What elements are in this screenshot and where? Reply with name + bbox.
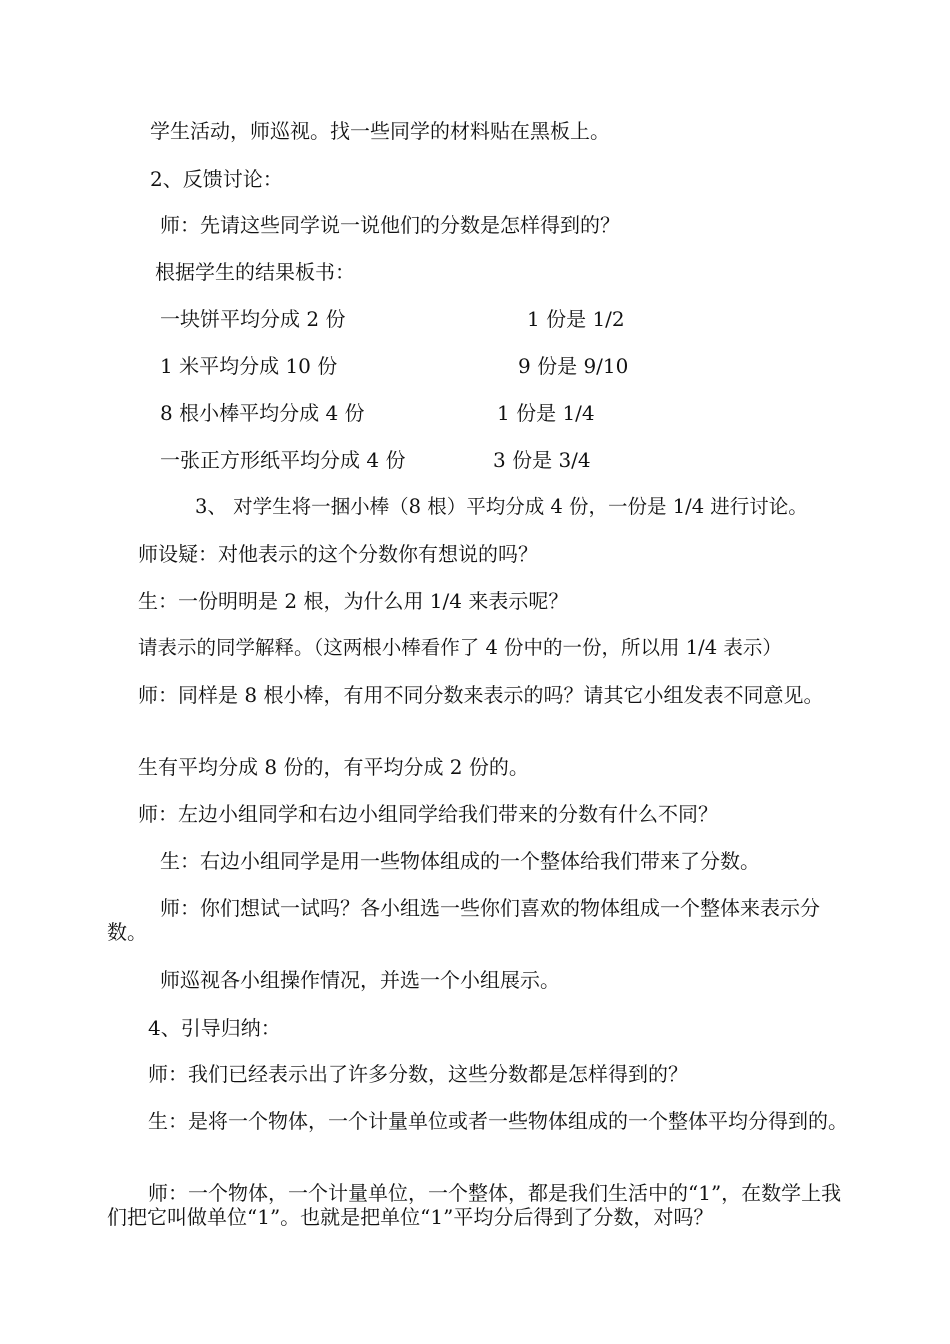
board-row-right: 1 份是 1/4 [497, 401, 595, 425]
paragraph-teacher-doubt: 师设疑：对他表示的这个分数你有想说的吗？ [138, 542, 538, 566]
paragraph-student-summary: 生：是将一个物体，一个计量单位或者一些物体组成的一个整体平均分得到的。 [148, 1109, 848, 1133]
paragraph-student-answer: 生有平均分成 8 份的，有平均分成 2 份的。 [138, 755, 529, 779]
board-row-left: 8 根小棒平均分成 4 份 [160, 401, 365, 425]
paragraph-teacher-different-fractions: 师：同样是 8 根小棒，有用不同分数来表示的吗？请其它小组发表不同意见。 [138, 683, 824, 707]
heading-feedback-discussion: 2、反馈讨论： [150, 167, 283, 191]
paragraph-teacher-unit-one: 师：一个物体，一个计量单位，一个整体，都是我们生活中的“1”，在数学上我们把它叫做单位“1”。也就是把单位“1”平均分后得到了分数，对吗？ [107, 1181, 842, 1229]
paragraph-teacher-question: 师：先请这些同学说一说他们的分数是怎样得到的？ [160, 213, 620, 237]
paragraph-teacher-try: 师：你们想试一试吗？各小组选一些你们喜欢的物体组成一个整体来表示分数。 [107, 896, 820, 944]
paragraph-teacher-patrol: 师巡视各小组操作情况，并选一个小组展示。 [160, 968, 560, 992]
board-row-right: 9 份是 9/10 [518, 354, 629, 378]
heading-guide-summary: 4、引导归纳： [148, 1016, 281, 1040]
board-row-left: 一张正方形纸平均分成 4 份 [160, 448, 406, 472]
board-row-left: 一块饼平均分成 2 份 [160, 307, 346, 331]
paragraph-student-whole: 生：右边小组同学是用一些物体组成的一个整体给我们带来了分数。 [160, 849, 760, 873]
paragraph-discussion-item-3: 3、 对学生将一捆小棒（8 根）平均分成 4 份，一份是 1/4 进行讨论。 [195, 495, 808, 518]
paragraph-explanation: 请表示的同学解释。（这两根小棒看作了 4 份中的一份，所以用 1/4 表示） [138, 636, 782, 659]
paragraph-student-activity: 学生活动，师巡视。找一些同学的材料贴在黑板上。 [150, 119, 610, 143]
board-row-left: 1 米平均分成 10 份 [160, 354, 338, 378]
paragraph-board-intro: 根据学生的结果板书： [155, 260, 355, 284]
board-row-right: 1 份是 1/2 [527, 307, 625, 331]
paragraph-student-question: 生：一份明明是 2 根，为什么用 1/4 来表示呢？ [138, 589, 569, 613]
board-row-right: 3 份是 3/4 [493, 448, 591, 472]
paragraph-teacher-summary-question: 师：我们已经表示出了许多分数，这些分数都是怎样得到的？ [148, 1062, 688, 1086]
paragraph-teacher-compare: 师：左边小组同学和右边小组同学给我们带来的分数有什么不同？ [138, 802, 718, 826]
